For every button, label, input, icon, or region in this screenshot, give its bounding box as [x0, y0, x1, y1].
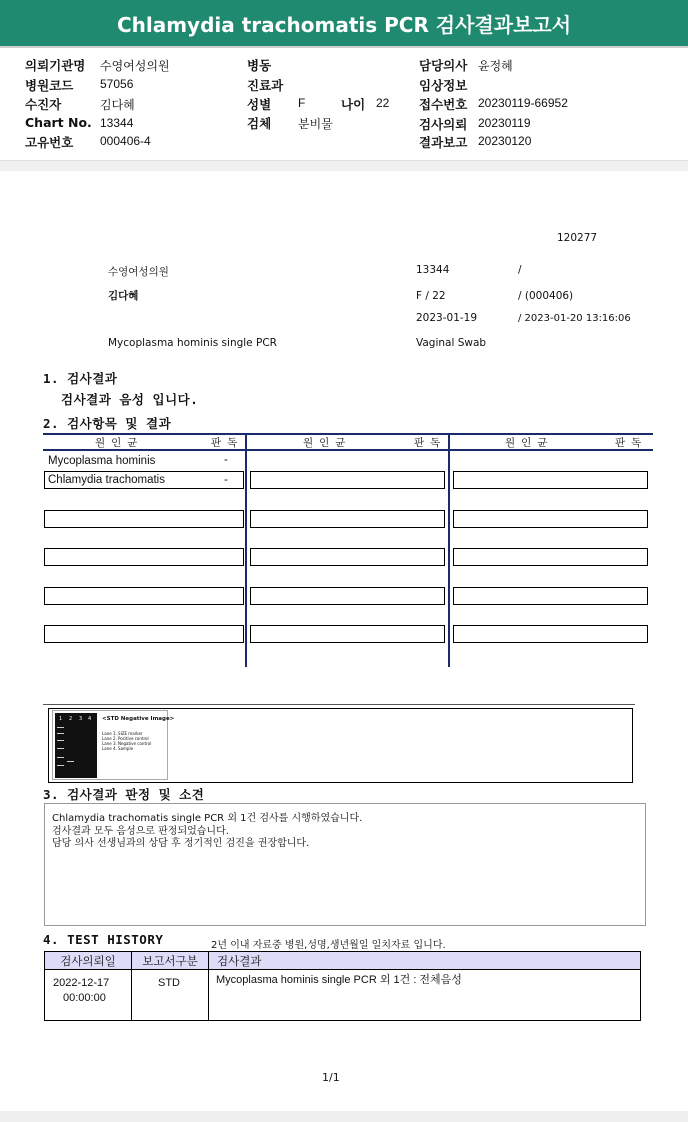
lane-number: 1 [59, 716, 63, 722]
report-slash: / [518, 264, 522, 276]
label-clinical-info: 임상정보 [419, 78, 468, 93]
history-type: STD [158, 977, 180, 989]
result-cell [44, 587, 244, 605]
label-ward: 병동 [247, 58, 272, 73]
section2-title: 2. 검사항목 및 결과 [43, 416, 172, 431]
result-cell [250, 510, 445, 528]
gel-band [57, 727, 64, 728]
history-date: 2022-12-17 [53, 977, 110, 989]
result-cell [44, 625, 244, 643]
label-institution: 의뢰기관명 [25, 58, 86, 73]
lane-number: 3 [79, 716, 83, 722]
value-age: 22 [376, 96, 390, 110]
gel-band [57, 740, 64, 741]
gel-band [57, 733, 64, 734]
gel-legend-item: Lane 1. SIZE marker [102, 731, 143, 736]
divider-line [43, 704, 635, 705]
col-header-result-2: 판독 [414, 437, 447, 449]
history-header-result: 검사결과 [209, 952, 640, 970]
gel-band [57, 757, 64, 758]
page-number: 1/1 [322, 1071, 340, 1084]
result-cell [453, 548, 648, 566]
pathogen-result: - [224, 474, 228, 486]
col-header-result-1: 판독 [211, 437, 244, 449]
history-time: 00:00:00 [63, 992, 106, 1004]
value-receipt-no: 20230119-66952 [478, 96, 568, 110]
result-cell [453, 510, 648, 528]
result-cell [250, 548, 445, 566]
label-chart-no: Chart No. [25, 115, 92, 130]
result-cell [250, 625, 445, 643]
report-hospital: 수영여성의원 [108, 266, 169, 278]
value-chart-no: 13344 [100, 116, 134, 130]
col-header-pathogen-2: 원인균 [303, 437, 352, 449]
report-specimen: Vaginal Swab [416, 337, 487, 349]
table-col-divider-1 [245, 433, 247, 667]
lane-number: 2 [69, 716, 73, 722]
gel-legend-item: Lane 3. Negative control [102, 741, 152, 746]
report-code: 120277 [557, 232, 598, 244]
col-header-result-3: 판독 [615, 437, 648, 449]
value-doctor: 윤정혜 [478, 59, 513, 73]
gel-legend-item: Lane 4. Sample [102, 746, 134, 751]
value-unique-no: 000406-4 [100, 134, 151, 148]
label-receipt-no: 접수번호 [419, 97, 468, 112]
value-hospital-code: 57056 [100, 77, 134, 91]
label-doctor: 담당의사 [419, 58, 468, 73]
section3-title: 3. 검사결과 판정 및 소견 [43, 787, 205, 802]
gel-band [67, 761, 74, 762]
label-dept: 진료과 [247, 78, 284, 93]
result-cell [453, 587, 648, 605]
label-patient: 수진자 [25, 97, 62, 112]
label-report-date: 결과보고 [419, 135, 468, 150]
gel-title: <STD Negative Image> [102, 716, 175, 722]
value-institution: 수영여성의원 [100, 59, 170, 73]
report-title: Chlamydia trachomatis PCR 검사결과보고서 [0, 0, 688, 48]
label-request-date: 검사의뢰 [419, 117, 468, 132]
value-report-date: 20230120 [478, 134, 532, 148]
report-test-name: Mycoplasma hominis single PCR [108, 337, 277, 349]
history-header-date: 검사의뢰일 [45, 952, 132, 970]
opinion-line: 검사결과 모두 음성으로 판정되었습니다. [52, 826, 229, 837]
pathogen-result: - [224, 454, 228, 466]
gel-band [57, 765, 64, 766]
pathogen-name: Mycoplasma hominis [48, 455, 156, 467]
result-cell [453, 471, 648, 489]
result-cell [250, 587, 445, 605]
value-request-date: 20230119 [478, 116, 531, 130]
report-chart-no: 13344 [416, 264, 450, 276]
report-datetime: / 2023-01-20 13:16:06 [518, 313, 631, 324]
result-cell [250, 471, 445, 489]
label-age: 나이 [341, 97, 366, 112]
value-sex: F [298, 96, 306, 110]
section4-title: 4. TEST HISTORY [43, 932, 164, 947]
report-sex-age: F / 22 [416, 290, 446, 302]
history-header-type: 보고서구분 [132, 952, 209, 970]
report-patient: 김다혜 [108, 290, 139, 302]
label-specimen: 검체 [247, 116, 272, 131]
gel-band [57, 748, 64, 749]
history-table [44, 951, 641, 1021]
value-patient: 김다혜 [100, 98, 135, 112]
value-specimen: 분비물 [298, 117, 333, 131]
history-note: 2년 이내 자료중 병원,성명,생년월일 일치자료 입니다. [211, 940, 446, 951]
report-date: 2023-01-19 [416, 312, 478, 324]
lane-number: 4 [88, 716, 92, 722]
table-col-divider-2 [448, 433, 450, 667]
history-result: Mycoplasma hominis single PCR 외 1건 : 전체음성 [216, 974, 462, 986]
opinion-line: Chlamydia trachomatis single PCR 외 1건 검사를 시행하였습니다. [52, 813, 363, 824]
label-unique-no: 고유번호 [25, 135, 74, 150]
opinion-line: 담당 의사 선생님과의 상담 후 정기적인 검진을 권장합니다. [52, 838, 310, 849]
history-col-divider [131, 970, 132, 1020]
section1-summary: 검사결과 음성 입니다. [61, 392, 199, 407]
gel-electrophoresis-image [55, 713, 97, 778]
col-header-pathogen-3: 원인균 [505, 437, 554, 449]
report-header-info [0, 48, 688, 161]
result-cell [44, 548, 244, 566]
history-col-divider [208, 970, 209, 1020]
result-cell [44, 510, 244, 528]
col-header-pathogen-1: 원인균 [95, 437, 144, 449]
result-cell [453, 625, 648, 643]
pathogen-name: Chlamydia trachomatis [48, 474, 165, 486]
label-hospital-code: 병원코드 [25, 78, 74, 93]
label-sex: 성별 [247, 97, 272, 112]
report-reg-id: / (000406) [518, 290, 574, 302]
section1-title: 1. 검사결과 [43, 371, 118, 386]
gel-legend-item: Lane 2. Positive control [102, 736, 149, 741]
